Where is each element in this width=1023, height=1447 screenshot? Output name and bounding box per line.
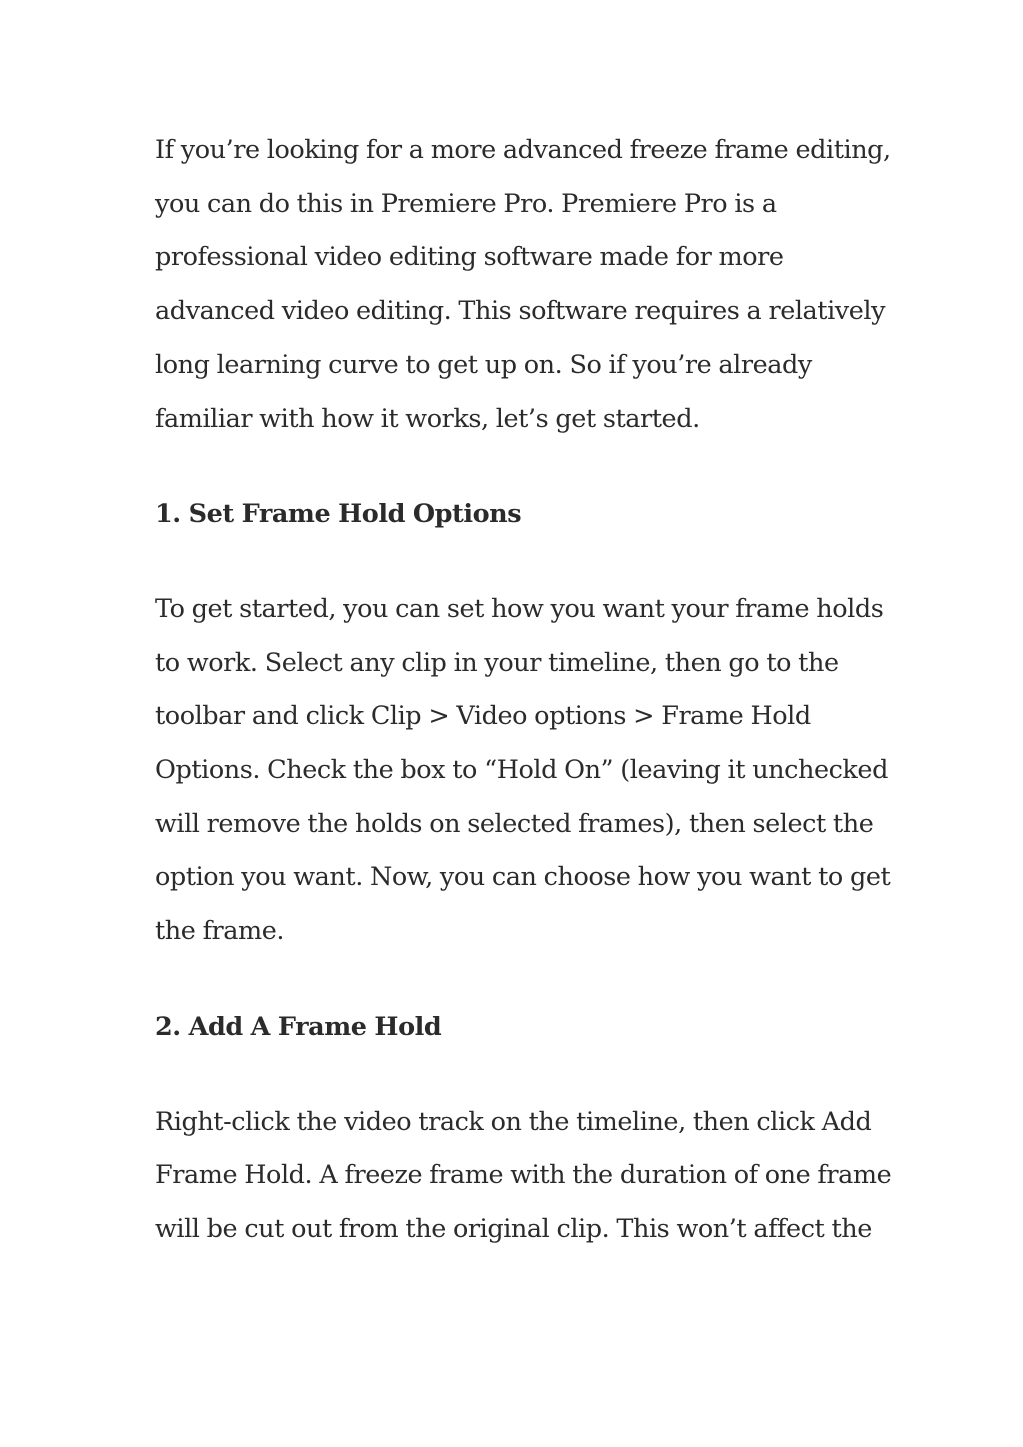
- paragraph-line: familiar with how it works, let’s get started.: [155, 403, 700, 434]
- paragraph-line: the frame.: [155, 916, 285, 947]
- paragraph-line: to work. Select any clip in your timeline, then go to the: [155, 647, 839, 678]
- intro-paragraph: [155, 124, 891, 446]
- section-heading-set-frame-hold-options: 1. Set Frame Hold Options: [155, 499, 522, 530]
- section-heading-add-a-frame-hold: 2. Add A Frame Hold: [155, 1011, 442, 1042]
- paragraph-line: To get started, you can set how you want your frame holds: [155, 593, 884, 624]
- paragraph-line: advanced video editing. This software requires a relatively: [155, 296, 886, 327]
- paragraph-line: long learning curve to get up on. So if you’re already: [155, 349, 812, 380]
- paragraph-line: Options. Check the box to “Hold On” (leaving it unchecked: [155, 755, 888, 786]
- paragraph-line: toolbar and click Clip > Video options > Frame Hold: [155, 701, 811, 732]
- paragraph-line: If you’re looking for a more advanced freeze frame editing,: [155, 135, 891, 165]
- paragraph-line: option you want. Now, you can choose how you want to get: [155, 862, 891, 893]
- article-body: [155, 124, 892, 1257]
- section-2-paragraph: [155, 1096, 892, 1257]
- paragraph-line: will be cut out from the original clip. This won’t affect the: [155, 1213, 872, 1244]
- paragraph-line: Frame Hold. A freeze frame with the duration of one frame: [155, 1160, 892, 1191]
- paragraph-line: you can do this in Premiere Pro. Premiere Pro is a: [155, 188, 777, 219]
- section-1-paragraph: [155, 583, 891, 959]
- paragraph-line: Right-click the video track on the timeline, then click Add: [155, 1106, 872, 1137]
- paragraph-line: professional video editing software made for more: [155, 242, 784, 273]
- paragraph-line: will remove the holds on selected frames), then select the: [155, 808, 874, 839]
